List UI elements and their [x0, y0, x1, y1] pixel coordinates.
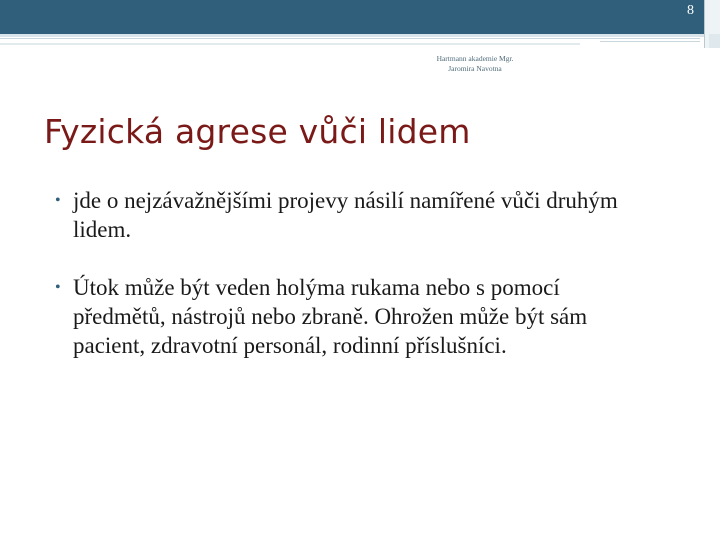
- author-line-2: Jaromira Navotna: [448, 64, 502, 73]
- bullet-item: [55, 273, 655, 360]
- slide-title: Fyzická agrese vůči lidem: [44, 112, 471, 151]
- bullet-icon: •: [55, 279, 61, 296]
- header-band-highlight: [0, 34, 720, 37]
- bullet-text: Útok může být veden holýma rukama nebo s pomocí předmětů, nástrojů nebo zbraně. Ohrožen může být sám pacient, zdravotní personál, rodinní příslušníci.: [73, 275, 588, 358]
- decorative-line: [600, 41, 700, 42]
- page-number: 8: [687, 3, 694, 18]
- decorative-line: [0, 43, 580, 45]
- bullet-item: [55, 186, 655, 244]
- decorative-line: [0, 38, 700, 39]
- decorative-tab-inner: [709, 34, 720, 48]
- bullet-text: jde o nejzávažnějšími projevy násilí namířené vůči druhým lidem.: [73, 188, 618, 242]
- bullet-icon: •: [55, 192, 61, 209]
- author-footer: [380, 54, 570, 74]
- author-line-1: Hartmann akademie Mgr.: [436, 54, 514, 63]
- bullet-list: [55, 186, 655, 389]
- header-band: [0, 0, 720, 34]
